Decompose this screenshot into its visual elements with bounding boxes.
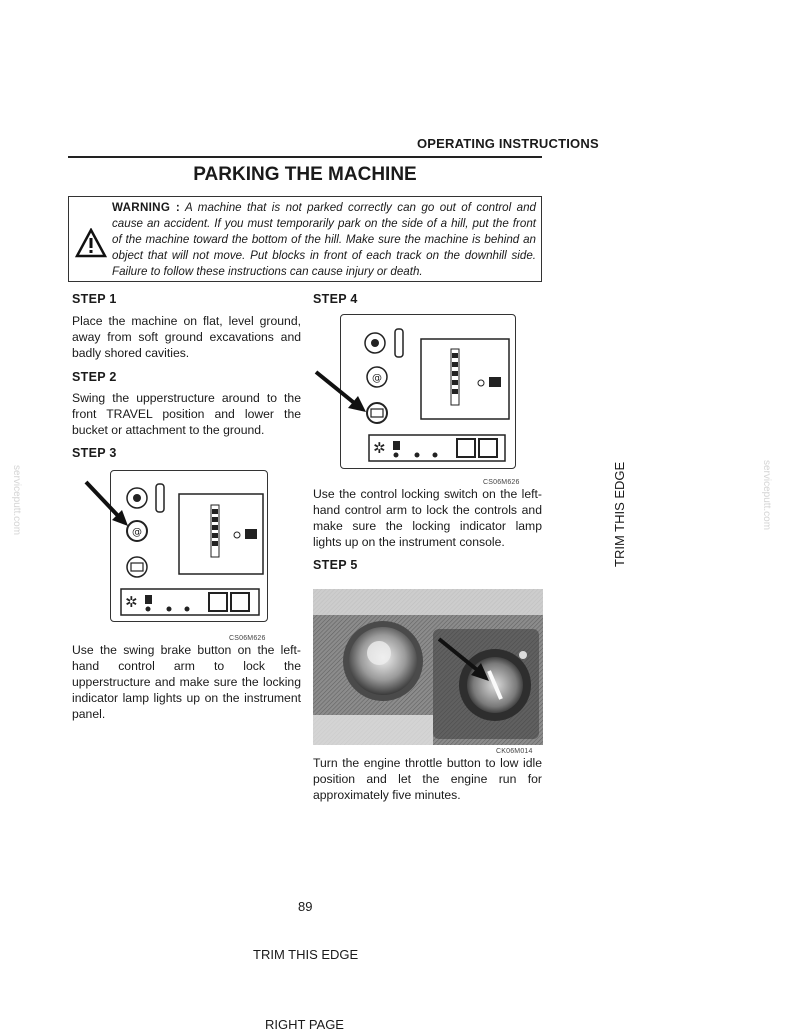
step-5-title: STEP 5 [313,558,358,572]
trim-side-text: TRIM THIS EDGE [612,461,627,567]
step-2-text: Swing the upperstructure around to the front TRAVEL position and lower the bucket or attachment to the ground. [72,391,301,437]
step-3-text: Use the swing brake button on the left-hand control arm to lock the upperstructure and make sure the locking indicator lamp lights up on the instrument panel. [72,643,301,721]
svg-text:@: @ [372,373,382,384]
warning-body: A machine that is not parked correctly can go out of control and cause an accident. If you must temporarily park on the side of a hill, put the front of the machine toward the bottom of the hill. Make sure the machine is behind an object that will not move. Put blocks in front of each track on the downhill side. Failure to follow these instructions can cause injury or death. [112,201,536,278]
step-1-text: Place the machine on flat, level ground, away from soft ground excavations and badly shored cavities. [72,314,301,360]
watermark-right [758,460,778,570]
section-header: OPERATING INSTRUCTIONS [417,136,599,151]
header-rule [68,156,542,158]
right-page-label: RIGHT PAGE [265,1017,344,1032]
step-3-title: STEP 3 [72,446,117,460]
warning-triangle-icon [75,228,107,258]
svg-text:✲: ✲ [373,439,386,457]
svg-text:@: @ [132,527,142,538]
svg-text:✲: ✲ [125,593,138,611]
step-3-caption: CS06M626 [229,635,266,642]
warning-label: WARNING : [112,201,181,214]
throttle-photo-illustration [313,589,543,745]
page-number: 89 [298,899,313,914]
step-5-text: Turn the engine throttle button to low idle position and let the engine run for approximately five minutes. [313,756,542,802]
watermark-right-text: serviceputt.com [761,460,772,531]
pointer-arrow-icon [82,478,132,530]
step-4-text: Use the control locking switch on the left-hand control arm to lock the controls and make sure the locking indicator lamp lights up on the instrument console. [313,487,542,549]
trim-edge-side-label [603,455,633,567]
step-2-title: STEP 2 [72,370,117,384]
page-title: PARKING THE MACHINE [193,164,417,185]
step-4-caption: CS06M626 [483,479,520,486]
step-3-control-panel [110,470,268,622]
step-4-title: STEP 4 [313,292,358,306]
watermark-left [8,465,28,575]
control-panel-diagram [111,471,267,621]
step-5-caption: CK06M014 [496,748,533,755]
watermark-left-text: serviceputt.com [11,465,22,536]
warning-text [112,200,536,280]
pointer-arrow-icon [312,368,370,416]
trim-edge-bottom-label: TRIM THIS EDGE [253,947,359,962]
engine-throttle-photo [313,589,543,745]
step-1-title: STEP 1 [72,292,117,306]
